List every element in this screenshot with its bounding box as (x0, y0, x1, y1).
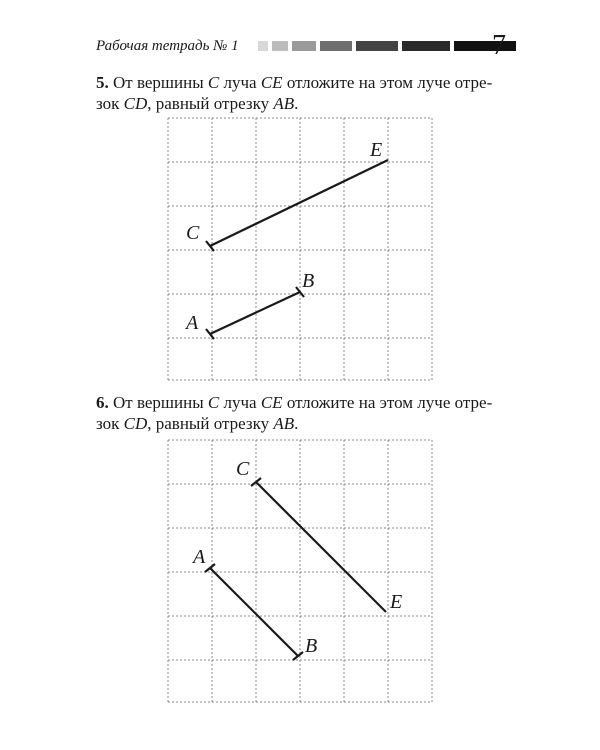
label-e: E (370, 139, 383, 161)
workbook-title: Рабочая тетрадь № 1 (96, 38, 239, 54)
task-number: 6. (96, 393, 109, 412)
ray-ce (210, 160, 388, 246)
segment-ab (210, 568, 298, 656)
var-ab: AB (273, 94, 295, 113)
var-ce: CE (260, 393, 283, 412)
task-text: , равный отрезку (147, 94, 274, 113)
task-text: луча (219, 393, 261, 412)
task-text: . (294, 94, 299, 113)
task-number: 5. (96, 73, 109, 92)
label-b: B (305, 635, 318, 657)
label-c: C (186, 222, 200, 244)
segments-task-6 (205, 478, 386, 660)
task-text: луча (219, 73, 261, 92)
var-ce: CE (260, 73, 283, 92)
var-cd: CD (123, 94, 148, 113)
label-c: C (236, 458, 250, 480)
label-e: E (390, 591, 403, 613)
task-text: отложите на этом луче отре- (282, 73, 493, 92)
task-text: , равный отрезку (147, 414, 274, 433)
label-b: B (302, 270, 315, 292)
page-number: 7 (492, 30, 506, 61)
var-c: C (207, 73, 220, 92)
grid-task-5 (168, 118, 432, 380)
task-text: зок (96, 414, 124, 433)
ray-ce (256, 482, 386, 612)
var-ab: AB (273, 414, 295, 433)
task-text: отложите на этом луче отре- (282, 393, 493, 412)
task-text: От вершины (108, 393, 208, 412)
segment-ab (210, 292, 300, 334)
var-c: C (207, 393, 220, 412)
var-cd: CD (123, 414, 148, 433)
task-text: зок (96, 94, 124, 113)
task-text: . (294, 414, 299, 433)
task-text: От вершины (108, 73, 208, 92)
label-a: A (186, 312, 199, 334)
label-a: A (193, 546, 206, 568)
